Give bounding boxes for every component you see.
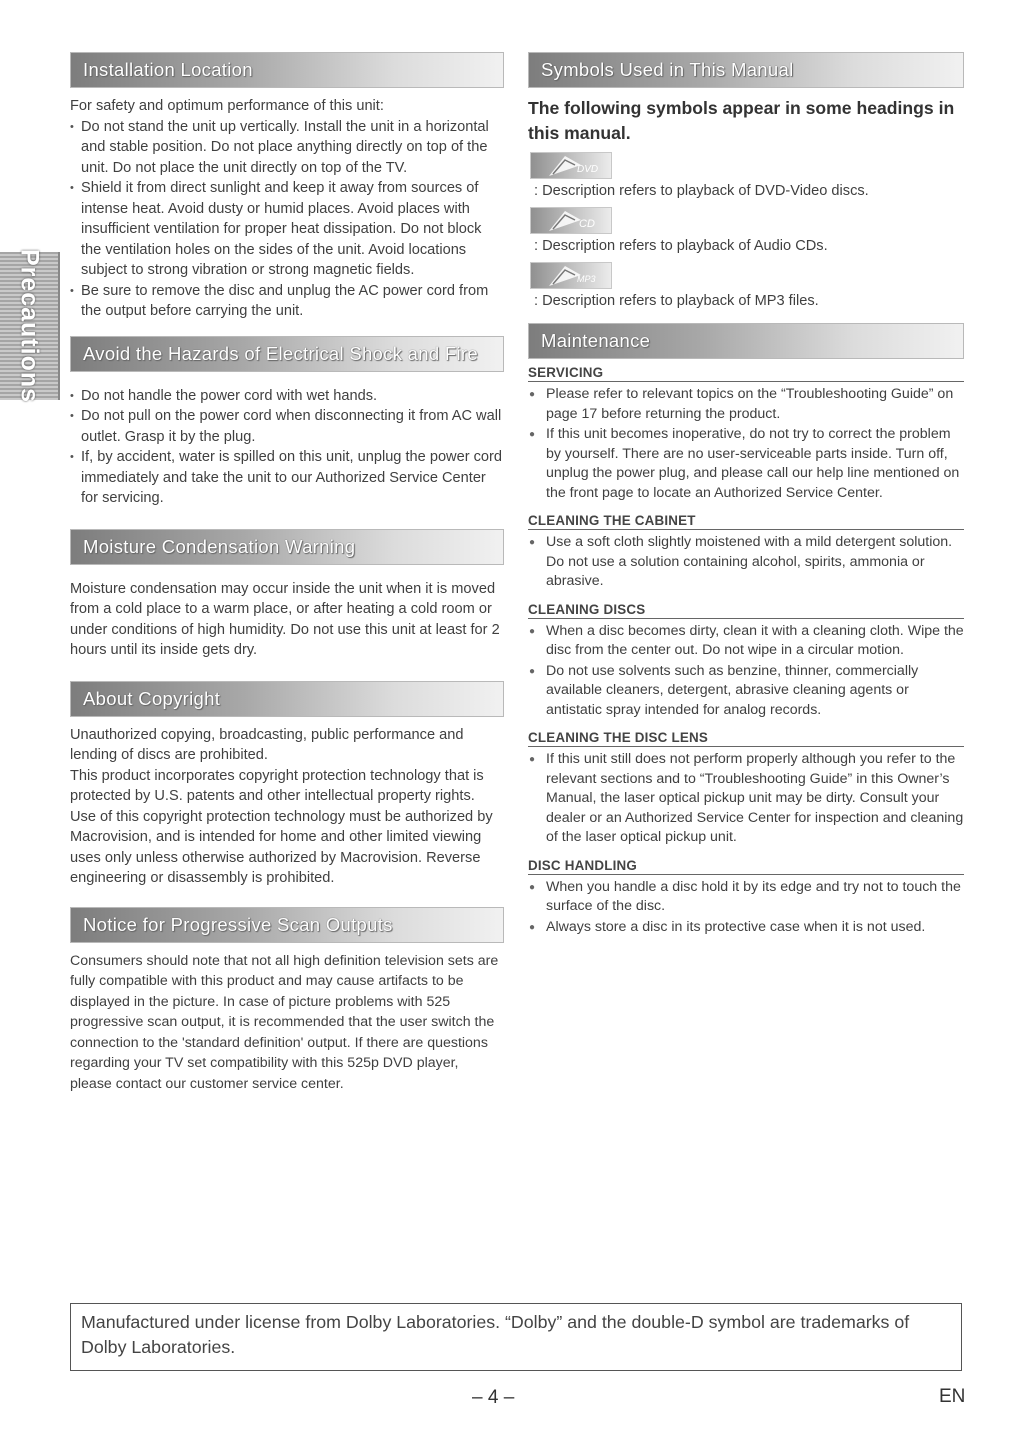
handling-heading: DISC HANDLING [528,858,964,875]
list-item: ● Do not use solvents such as benzine, thinner, commercially available cleaners, detergent, abrasive cleaning agents or antistatic spray intended for analog records. [528,662,964,721]
list-item: • Do not pull on the power cord when disconnecting it from AC wall outlet. Grasp it by the plug. [70,406,504,447]
progressive-title: Notice for Progressive Scan Outputs [83,913,393,935]
installation-list [70,117,504,322]
handling-list [528,878,964,938]
maintenance-header [528,323,964,359]
page-number: – 4 – [472,1387,515,1408]
list-item: ● When you handle a disc hold it by its edge and try not to touch the surface of the disc. [528,878,964,917]
dvd-symbol-label: DVD [577,164,599,175]
right-column [528,52,964,957]
list-item: ● Use a soft cloth slightly moistened with a mild detergent solution. Do not use a solution containing alcohol, spirits, ammonia or abrasive. [528,533,964,592]
list-item: • If, by accident, water is spilled on this unit, unplug the power cord immediately and take the unit to our Authorized Service Center for servicing. [70,447,504,509]
language-code: EN [939,1386,966,1407]
list-item: ● Always store a disc in its protective case when it is not used. [528,918,964,938]
section-installation [70,52,504,322]
side-tab-label: Precautions [15,248,44,404]
mp3-symbol-label: MP3 [577,274,596,284]
maintenance-title: Maintenance [541,330,651,351]
list-item: ● When a disc becomes dirty, clean it with a cleaning cloth. Wipe the disc from the center out. Do not wipe in a circular motion. [528,622,964,661]
section-copyright [70,681,504,889]
list-item: • Do not stand the unit up vertically. Install the unit in a horizontal and stable position. Do not place anything directly on top of the unit. Do not place the unit directly on top of the TV. [70,117,504,179]
installation-header [70,52,504,88]
copyright-text-1: Unauthorized copying, broadcasting, public performance and lending of discs are prohibited. [70,726,464,763]
dvd-symbol-desc: : Description refers to playback of DVD-Video discs. [534,183,869,199]
list-item: ● If this unit becomes inoperative, do not try to correct the problem by yourself. There are no user-serviceable parts inside. Turn off, unplug the power plug, and please call our help line mentioned on the front page to locate an Authorized Service Center. [528,425,964,503]
mp3-symbol-icon [530,262,612,289]
servicing-heading: SERVICING [528,365,964,382]
copyright-header [70,681,504,717]
cabinet-list [528,533,964,592]
discs-heading: CLEANING DISCS [528,602,964,619]
moisture-text: Moisture condensation may occur inside the unit when it is moved from a cold place to a warm place, or after heating a cold room or under conditions of high humidity. Do not use this unit at least for 2 hours until its inside gets dry. [70,580,500,658]
discs-list [528,622,964,721]
cd-symbol-icon [530,207,612,234]
section-maintenance [528,323,964,937]
moisture-header [70,529,504,565]
progressive-header [70,907,504,943]
section-progressive [70,907,504,1095]
hazards-header [70,336,504,372]
copyright-text-2: This product incorporates copyright protection technology that is protected by U.S. patents and other intellectual property rights. Use of this copyright protection technology must be authorized by Macrovision, and is intended for home and other limited viewing uses only unless otherwise authorized by Macrovision. Reverse engineering or disassembly is prohibited. [70,767,493,886]
installation-intro: For safety and optimum performance of this unit: [70,98,384,114]
lens-heading: CLEANING THE DISC LENS [528,730,964,747]
symbols-intro: The following symbols appear in some headings in this manual. [528,98,955,143]
moisture-title: Moisture Condensation Warning [83,535,356,557]
list-item: • Be sure to remove the disc and unplug the AC power cord from the output before carrying the unit. [70,281,504,322]
servicing-list [528,385,964,503]
lens-list [528,750,964,848]
section-moisture [70,529,504,661]
list-item: ● If this unit still does not perform properly although you refer to the relevant sections and to “Troubleshooting Guide” in this Owner’s Manual, the laser optical pickup unit may be dirty. Consult your dealer or an Authorized Service Center for inspection and cleaning of the laser optical pickup unit. [528,750,964,848]
progressive-text: Consumers should note that not all high definition television sets are fully compatible with this product and may cause artifacts to be displayed in the picture. In case of picture problems with 525 progressive scan output, it is recommended that the user switch the connection to the 'standard definition' output. If there are questions regarding your TV set compatibility with this 525p DVD player, please contact our customer service center. [70,952,499,1092]
left-column [70,52,504,1114]
section-symbols [528,52,964,311]
side-tab-precautions [0,248,60,404]
list-item: ● Please refer to relevant topics on the “Troubleshooting Guide” on page 17 before returning the product. [528,385,964,424]
copyright-title: About Copyright [83,687,221,709]
symbols-header [528,52,964,88]
cd-symbol-label: CD [579,218,595,230]
dolby-notice: Manufactured under license from Dolby Laboratories. “Dolby” and the double-D symbol are trademarks of Dolby Laboratories. [70,1303,962,1371]
dvd-symbol-icon [530,152,612,179]
section-hazards [70,336,504,509]
symbols-title: Symbols Used in This Manual [541,59,794,80]
installation-title: Installation Location [83,59,253,80]
cabinet-heading: CLEANING THE CABINET [528,513,964,530]
list-item: • Shield it from direct sunlight and keep it away from sources of intense heat. Avoid dusty or humid places. Avoid places with insufficient ventilation for proper heat dissipation. Do not block the ventilation holes on the sides of the unit. Avoid locations subject to strong vibration or strong magnetic fields. [70,178,504,281]
mp3-symbol-desc: : Description refers to playback of MP3 files. [534,293,819,309]
hazards-list [70,386,504,509]
list-item: • Do not handle the power cord with wet hands. [70,386,504,407]
hazards-title: Avoid the Hazards of Electrical Shock and Fire [83,342,478,364]
cd-symbol-desc: : Description refers to playback of Audio CDs. [534,238,828,254]
